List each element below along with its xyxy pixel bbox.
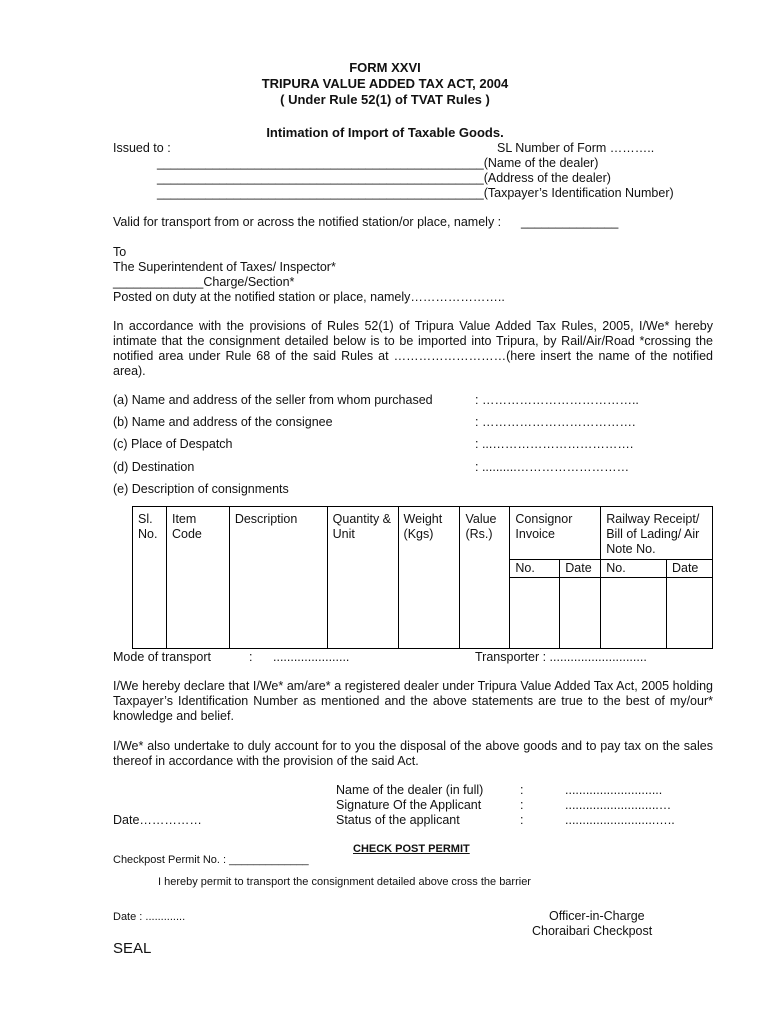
charge-section-line: _____________Charge/Section* — [113, 275, 295, 289]
col-header-invoice-no: No. — [510, 560, 560, 578]
status-colon: : — [520, 813, 524, 827]
officer-in-charge: Officer-in-Charge — [549, 909, 645, 923]
signature-colon: : — [520, 798, 524, 812]
cell-value[interactable] — [460, 578, 510, 649]
detail-seller-label: (a) Name and address of the seller from whom purchased — [113, 393, 433, 407]
col-header-rr-date: Date — [666, 560, 712, 578]
col-header-quantity: Quantity & Unit — [327, 507, 398, 578]
signature-label: Signature Of the Applicant — [336, 798, 482, 812]
dealer-name-value: ............................ — [565, 783, 663, 797]
col-header-rr-no: No. — [601, 560, 667, 578]
act-title: TRIPURA VALUE ADDED TAX ACT, 2004 — [261, 76, 509, 91]
declaration-paragraph: I/We hereby declare that I/We* am/are* a registered dealer under Tripura Value Added Tax Act, 2005 holding Taxpayer’s Identification Number as mentioned and the above statements are true to the best of my/our* knowledge and belief. — [113, 679, 713, 723]
col-header-consignor-invoice: Consignor Invoice — [510, 507, 601, 560]
dealer-name-colon: : — [520, 783, 524, 797]
permit-text: I hereby permit to transport the consignment detailed above cross the barrier — [158, 876, 531, 888]
dealer-name-label: Name of the dealer (in full) — [336, 783, 484, 797]
detail-consignee-label: (b) Name and address of the consignee — [113, 415, 333, 429]
cell-invoice-date[interactable] — [560, 578, 601, 649]
detail-destination-label: (d) Destination — [113, 460, 195, 474]
rule-reference: ( Under Rule 52(1) of TVAT Rules ) — [280, 92, 490, 107]
detail-despatch-value: : ...……………………………. — [475, 437, 634, 451]
cell-weight[interactable] — [398, 578, 460, 649]
col-header-invoice-date: Date — [560, 560, 601, 578]
col-header-value: Value (Rs.) — [460, 507, 510, 578]
status-value: ..........................….. — [565, 813, 675, 827]
cell-invoice-no[interactable] — [510, 578, 560, 649]
issued-to-label: Issued to : — [113, 141, 171, 155]
table-row — [133, 578, 713, 649]
valid-for-text: Valid for transport from or across the notified station/or place, namely : — [113, 215, 502, 229]
superintendent-line: The Superintendent of Taxes/ Inspector* — [113, 260, 336, 274]
detail-destination-value: : ..........……………………… — [475, 460, 630, 474]
dealer-tin-line: _______________________________________________(Taxpayer’s Identification Number) — [157, 186, 674, 200]
cell-sl[interactable] — [133, 578, 167, 649]
transporter-field: Transporter : ............................ — [475, 650, 647, 664]
permit-date: Date : ............. — [113, 911, 186, 923]
form-title: Intimation of Import of Taxable Goods. — [266, 125, 504, 140]
detail-seller-value: : ……………………………….. — [475, 393, 639, 407]
col-header-railway-receipt: Railway Receipt/ Bill of Lading/ Air Note No. — [601, 507, 713, 560]
cell-quantity[interactable] — [327, 578, 398, 649]
cell-item-code[interactable] — [166, 578, 229, 649]
undertaking-paragraph: I/We* also undertake to duly account for to you the disposal of the above goods and to pay tax on the sales thereof in accordance with the provision of the said Act. — [113, 739, 713, 768]
cell-rr-no[interactable] — [601, 578, 667, 649]
detail-consignee-value: : ………………………………. — [475, 415, 636, 429]
to-label: To — [113, 245, 127, 259]
checkpost-permit-no: Checkpost Permit No. : _____________ — [113, 854, 309, 866]
posted-line: Posted on duty at the notified station or place, namely………………….. — [113, 290, 505, 304]
mode-of-transport-label: Mode of transport — [113, 650, 211, 664]
dealer-address-line: _______________________________________________(Address of the dealer) — [157, 171, 611, 185]
detail-despatch-label: (c) Place of Despatch — [113, 437, 233, 451]
col-header-item-code: Item Code — [166, 507, 229, 578]
checkpost-location: Choraibari Checkpost — [532, 924, 653, 938]
status-label: Status of the applicant — [336, 813, 460, 827]
seal-label: SEAL — [113, 940, 152, 957]
col-header-weight: Weight (Kgs) — [398, 507, 460, 578]
intimation-paragraph: In accordance with the provisions of Rules 52(1) of Tripura Value Added Tax Rules, 2005, I/We* hereby intimate that the consignment detailed below is to be imported into Tripura, by Rail/Air/Road *crossing the notified area under Rule 68 of the said Rules at ………………………(here insert the name of the notified area). — [113, 319, 713, 378]
consignments-label: (e) Description of consignments — [113, 482, 289, 496]
cell-rr-date[interactable] — [666, 578, 712, 649]
check-post-permit-title: CHECK POST PERMIT — [353, 843, 470, 855]
signature-value: ...........................… — [565, 798, 672, 812]
mode-of-transport-colon: : — [249, 650, 253, 664]
consignments-table — [132, 506, 713, 649]
valid-for-blank: ______________ — [521, 215, 619, 229]
col-header-description: Description — [229, 507, 327, 578]
dealer-name-line: _______________________________________________(Name of the dealer) — [157, 156, 599, 170]
cell-description[interactable] — [229, 578, 327, 649]
sl-number: SL Number of Form ……….. — [497, 141, 655, 155]
col-header-sl: Sl. No. — [133, 507, 167, 578]
declaration-date: Date…………… — [113, 813, 202, 827]
mode-of-transport-value: ...................... — [273, 650, 350, 664]
form-number: FORM XXVI — [349, 60, 421, 75]
